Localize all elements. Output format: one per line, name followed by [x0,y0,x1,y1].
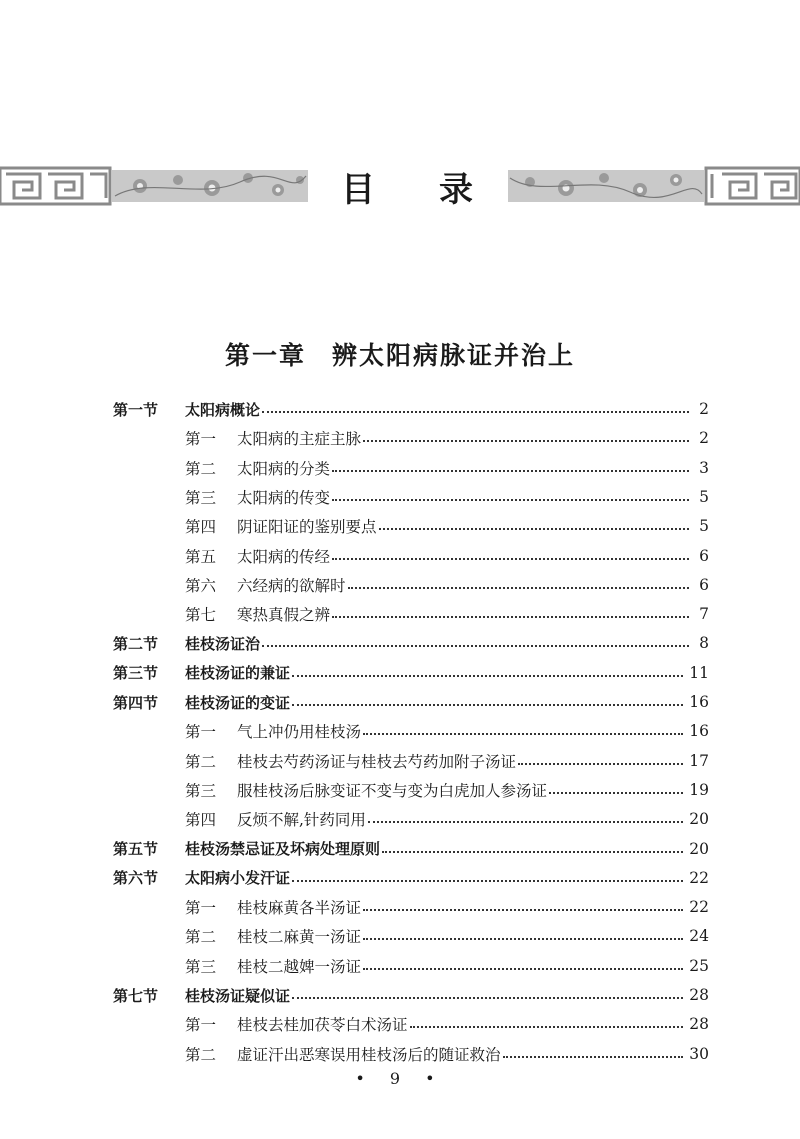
chapter-label: 第一章 [224,341,306,370]
toc-entry-title: 太阳病的主症主脉 [237,430,362,449]
toc-entry-page: 6 [699,546,709,565]
toc-entry-title: 桂枝二麻黄一汤证 [237,928,362,947]
toc-entry-number: 第五 [185,547,217,566]
toc-section-row[interactable] [113,980,709,1010]
toc-dot-leader [332,616,689,618]
toc-dot-leader [292,675,683,677]
toc-dot-leader [292,704,683,706]
toc-entry-title: 虚证汗出恶寒误用桂枝汤后的随证救治 [237,1045,501,1064]
toc-entry-number: 第三 [185,781,217,800]
toc-entry-title: 太阳病小发汗证 [185,869,291,888]
toc-entry-page: 20 [689,810,709,829]
toc-subsection-row[interactable] [185,511,709,541]
page-title-char-2: 录 [439,169,473,210]
toc-subsection-row[interactable] [185,892,709,922]
toc-entry-page: 16 [689,722,709,741]
toc-subsection-row[interactable] [185,570,709,600]
toc-dot-leader [332,470,689,472]
toc-subsection-row[interactable] [185,746,709,776]
toc-entry-number: 第三 [185,957,217,976]
toc-entry-number: 第三节 [113,664,159,683]
toc-entry-title: 桂枝麻黄各半汤证 [237,899,362,918]
toc-dot-leader [332,499,689,501]
toc-subsection-row[interactable] [185,423,709,453]
toc-dot-leader [549,792,683,794]
toc-entry-number: 第二 [185,1045,217,1064]
toc-entry-number: 第一 [185,1016,217,1035]
toc-entry-page: 22 [689,898,709,917]
toc-entry-title: 反烦不解,针药同用 [237,811,366,830]
toc-entry-number: 第三 [185,488,217,507]
toc-entry-title: 桂枝去芍药汤证与桂枝去芍药加附子汤证 [237,752,517,771]
toc-entry-title: 六经病的欲解时 [237,576,346,595]
toc-entry-page: 3 [699,458,709,477]
toc-entry-title: 太阳病概论 [185,400,261,419]
toc-dot-leader [262,411,689,413]
toc-entry-page: 28 [689,986,709,1004]
toc-subsection-row[interactable] [185,541,709,571]
toc-subsection-row[interactable] [185,804,709,834]
chapter-title: 辨太阳病脉证并治上 [332,341,576,370]
toc-entry-number: 第二节 [113,634,159,653]
toc-section-row[interactable] [113,687,709,717]
toc-entry-number: 第一节 [113,400,159,419]
toc-entry-page: 17 [689,751,709,770]
toc-subsection-row[interactable] [185,1039,709,1069]
toc-section-row[interactable] [113,658,709,688]
toc-subsection-row[interactable] [185,599,709,629]
toc-dot-leader [368,821,683,823]
toc-dot-leader [332,558,689,560]
toc-entry-title: 太阳病的分类 [237,459,331,478]
toc-dot-leader [348,587,689,589]
toc-entry-page: 7 [699,605,709,624]
toc-subsection-row[interactable] [185,775,709,805]
toc-entry-number: 第一 [185,430,217,449]
toc-section-row[interactable] [113,863,709,893]
toc-entry-page: 24 [689,927,709,946]
toc-entry-number: 第一 [185,899,217,918]
toc-section-row[interactable] [113,834,709,864]
toc-entry-page: 6 [699,575,709,594]
toc-dot-leader [292,880,683,882]
toc-dot-leader [503,1056,684,1058]
toc-entry-page: 11 [689,663,709,682]
toc-dot-leader [363,733,683,735]
toc-entry-number: 第二 [185,928,217,947]
toc-entry-number: 第四 [185,811,217,830]
toc-subsection-row[interactable] [185,951,709,981]
toc-dot-leader [363,440,689,442]
toc-entry-number: 第六节 [113,869,159,888]
toc-entry-page: 2 [699,429,709,448]
page-title-char-1: 目 [341,169,375,210]
toc-entry-title: 太阳病的传经 [237,547,331,566]
toc-dot-leader [363,968,683,970]
toc-subsection-row[interactable] [185,453,709,483]
chapter-heading [0,336,800,372]
toc-entry-title: 寒热真假之辨 [237,606,331,625]
toc-dot-leader [518,763,683,765]
toc-entry-page: 5 [699,487,709,506]
toc-entry-page: 16 [689,693,709,711]
toc-entry-number: 第四节 [113,693,159,712]
toc-entry-page: 25 [689,956,709,975]
toc-entry-number: 第四 [185,518,217,537]
toc-entry-page: 2 [699,400,709,418]
toc-dot-leader [410,1026,684,1028]
toc-dot-leader [363,938,683,940]
toc-entry-page: 30 [689,1044,709,1063]
toc-subsection-row[interactable] [185,482,709,512]
toc-entry-number: 第七 [185,606,217,625]
toc-entry-number: 第一 [185,723,217,742]
toc-entry-title: 桂枝二越婢一汤证 [237,957,362,976]
toc-dot-leader [292,997,683,999]
toc-dot-leader [382,851,683,853]
toc-dot-leader [262,645,689,647]
toc-entry-page: 8 [699,634,709,653]
toc-entry-title: 桂枝汤证疑似证 [185,986,291,1005]
toc-entry-number: 第七节 [113,986,159,1005]
toc-entry-title: 服桂枝汤后脉变证不变与变为白虎加人参汤证 [237,781,548,800]
toc-entry-title: 太阳病的传变 [237,488,331,507]
toc-entry-title: 桂枝汤证的兼证 [185,664,291,683]
toc-subsection-row[interactable] [185,921,709,951]
toc-entry-title: 气上冲仍用桂枝汤 [237,723,362,742]
toc-entry-title: 桂枝汤证的变证 [185,693,291,712]
toc-entry-page: 28 [689,1015,709,1034]
toc-subsection-row[interactable] [185,716,709,746]
toc-section-row[interactable] [113,628,709,658]
toc-entry-title: 桂枝汤证治 [185,634,261,653]
toc-section-row[interactable] [113,394,709,424]
page-title [300,164,500,208]
toc-entry-number: 第二 [185,752,217,771]
toc-entry-number: 第二 [185,459,217,478]
toc-dot-leader [379,528,689,530]
toc-entry-page: 19 [689,780,709,799]
toc-entry-title: 阴证阳证的鉴别要点 [237,518,377,537]
toc-entry-title: 桂枝汤禁忌证及坏病处理原则 [185,840,381,858]
toc-entry-title: 桂枝去桂加茯苓白术汤证 [237,1016,408,1035]
toc-subsection-row[interactable] [185,1009,709,1039]
toc-entry-page: 20 [689,839,709,858]
toc-entry-page: 22 [689,868,709,887]
page-number: • 9 • [355,1069,445,1088]
toc-dot-leader [363,909,683,911]
toc-entry-number: 第六 [185,576,217,595]
toc-entry-page: 5 [699,517,709,536]
toc-entry-number: 第五节 [113,840,159,858]
